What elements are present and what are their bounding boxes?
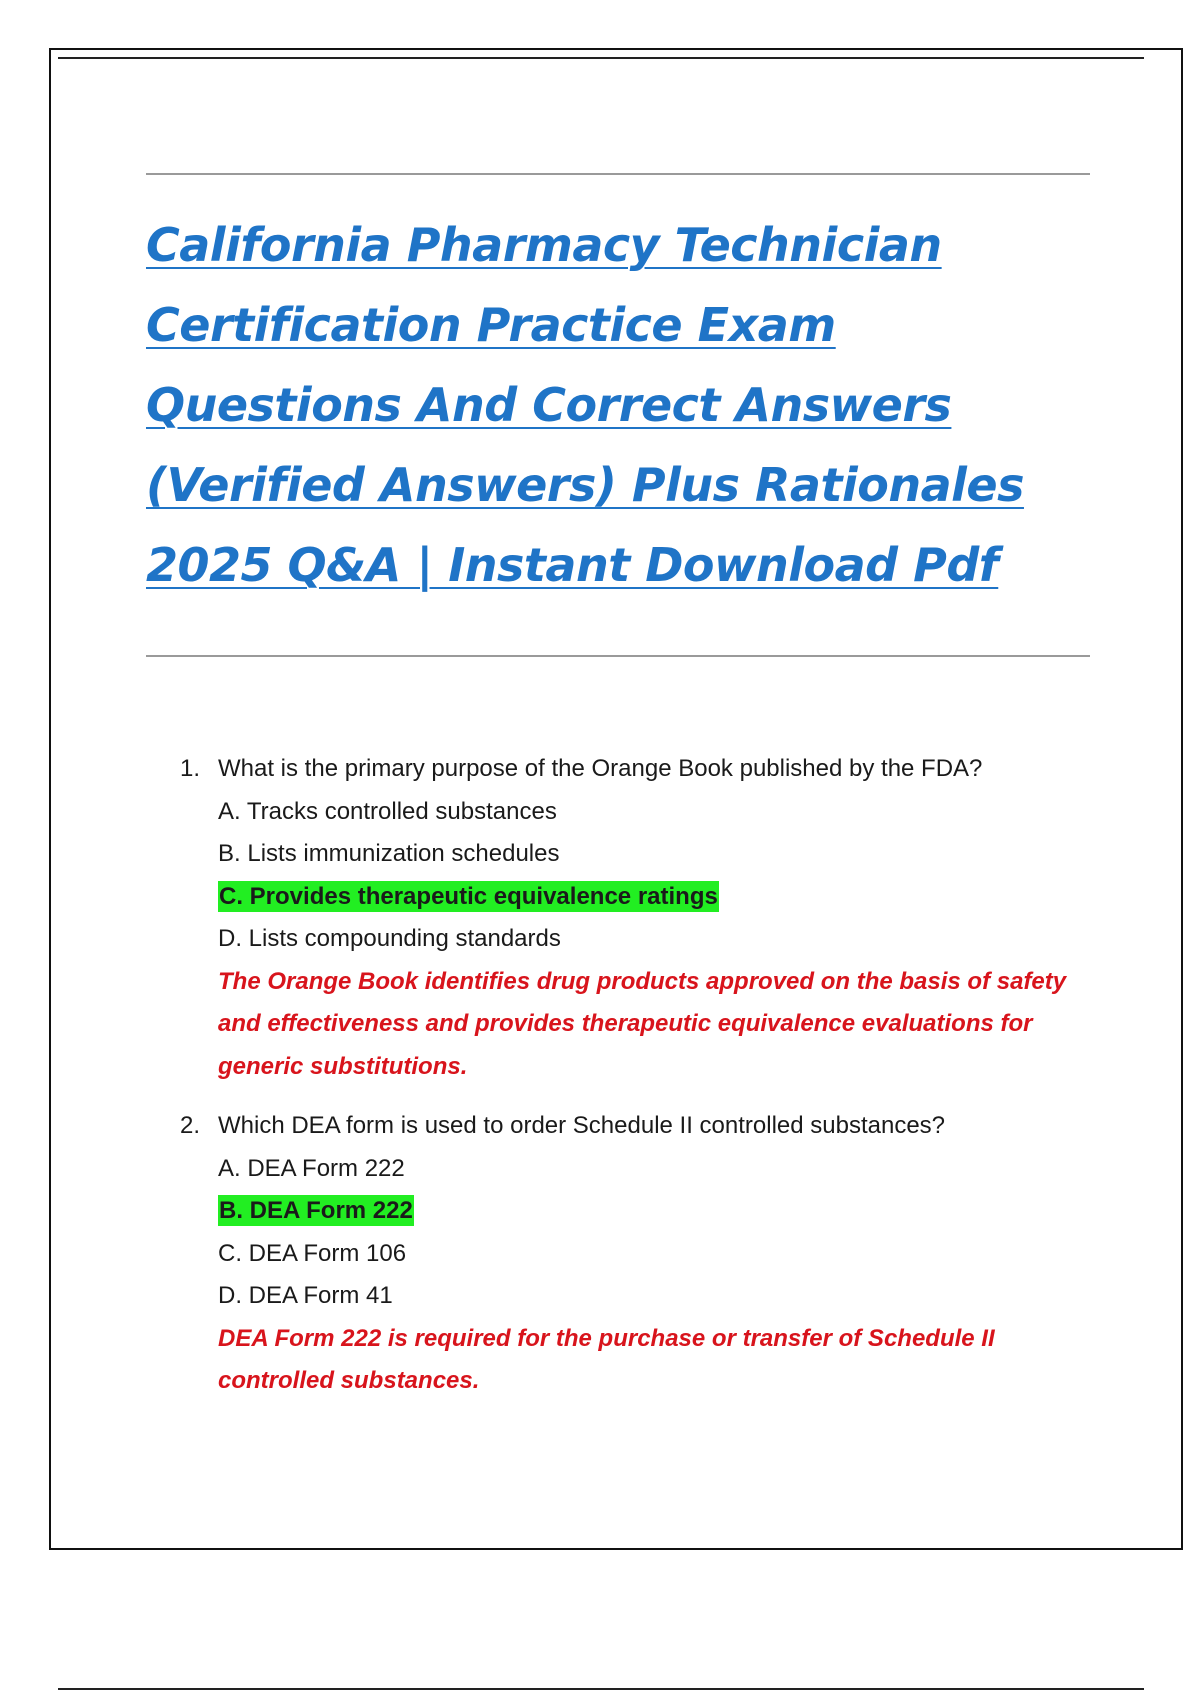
option-a: A. Tracks controlled substances bbox=[218, 797, 557, 825]
option-b-correct-answer: B. DEA Form 222 bbox=[219, 1197, 413, 1224]
option-c: C. DEA Form 106 bbox=[218, 1239, 407, 1267]
question-text: What is the primary purpose of the Orange Book published by the FDA? bbox=[218, 755, 983, 782]
rationale-text: DEA Form 222 is required for the purchase or transfer of Schedule II controlled substances. bbox=[218, 1324, 995, 1394]
option-d: D. Lists compounding standards bbox=[218, 925, 561, 952]
option-c-correct-answer: C. Provides therapeutic equivalence ratings bbox=[219, 882, 718, 910]
question-list bbox=[178, 748, 1078, 1403]
title-bottom-divider bbox=[146, 655, 1090, 657]
document-title[interactable]: California Pharmacy Technician Certification Practice Exam Questions And Correct Answers (Verified Answers) Plus Rationales 2025 Q&A | Instant Download Pdf bbox=[146, 218, 1024, 592]
question-number: 1. bbox=[180, 755, 201, 782]
rationale-text: The Orange Book identifies drug products approved on the basis of safety and effectiveness and provides therapeutic equivalence evaluations for generic substitutions. bbox=[218, 967, 1067, 1080]
page-bottom-rule bbox=[58, 1688, 1144, 1690]
option-b: B. Lists immunization schedules bbox=[218, 840, 560, 867]
title-top-divider bbox=[146, 173, 1090, 175]
question-2 bbox=[178, 1105, 1078, 1403]
question-1 bbox=[178, 748, 1078, 1088]
question-text: Which DEA form is used to order Schedule II controlled substances? bbox=[218, 1112, 946, 1139]
question-number: 2. bbox=[180, 1112, 201, 1139]
option-a: A. DEA Form 222 bbox=[218, 1154, 405, 1182]
option-d: D. DEA Form 41 bbox=[218, 1282, 393, 1309]
